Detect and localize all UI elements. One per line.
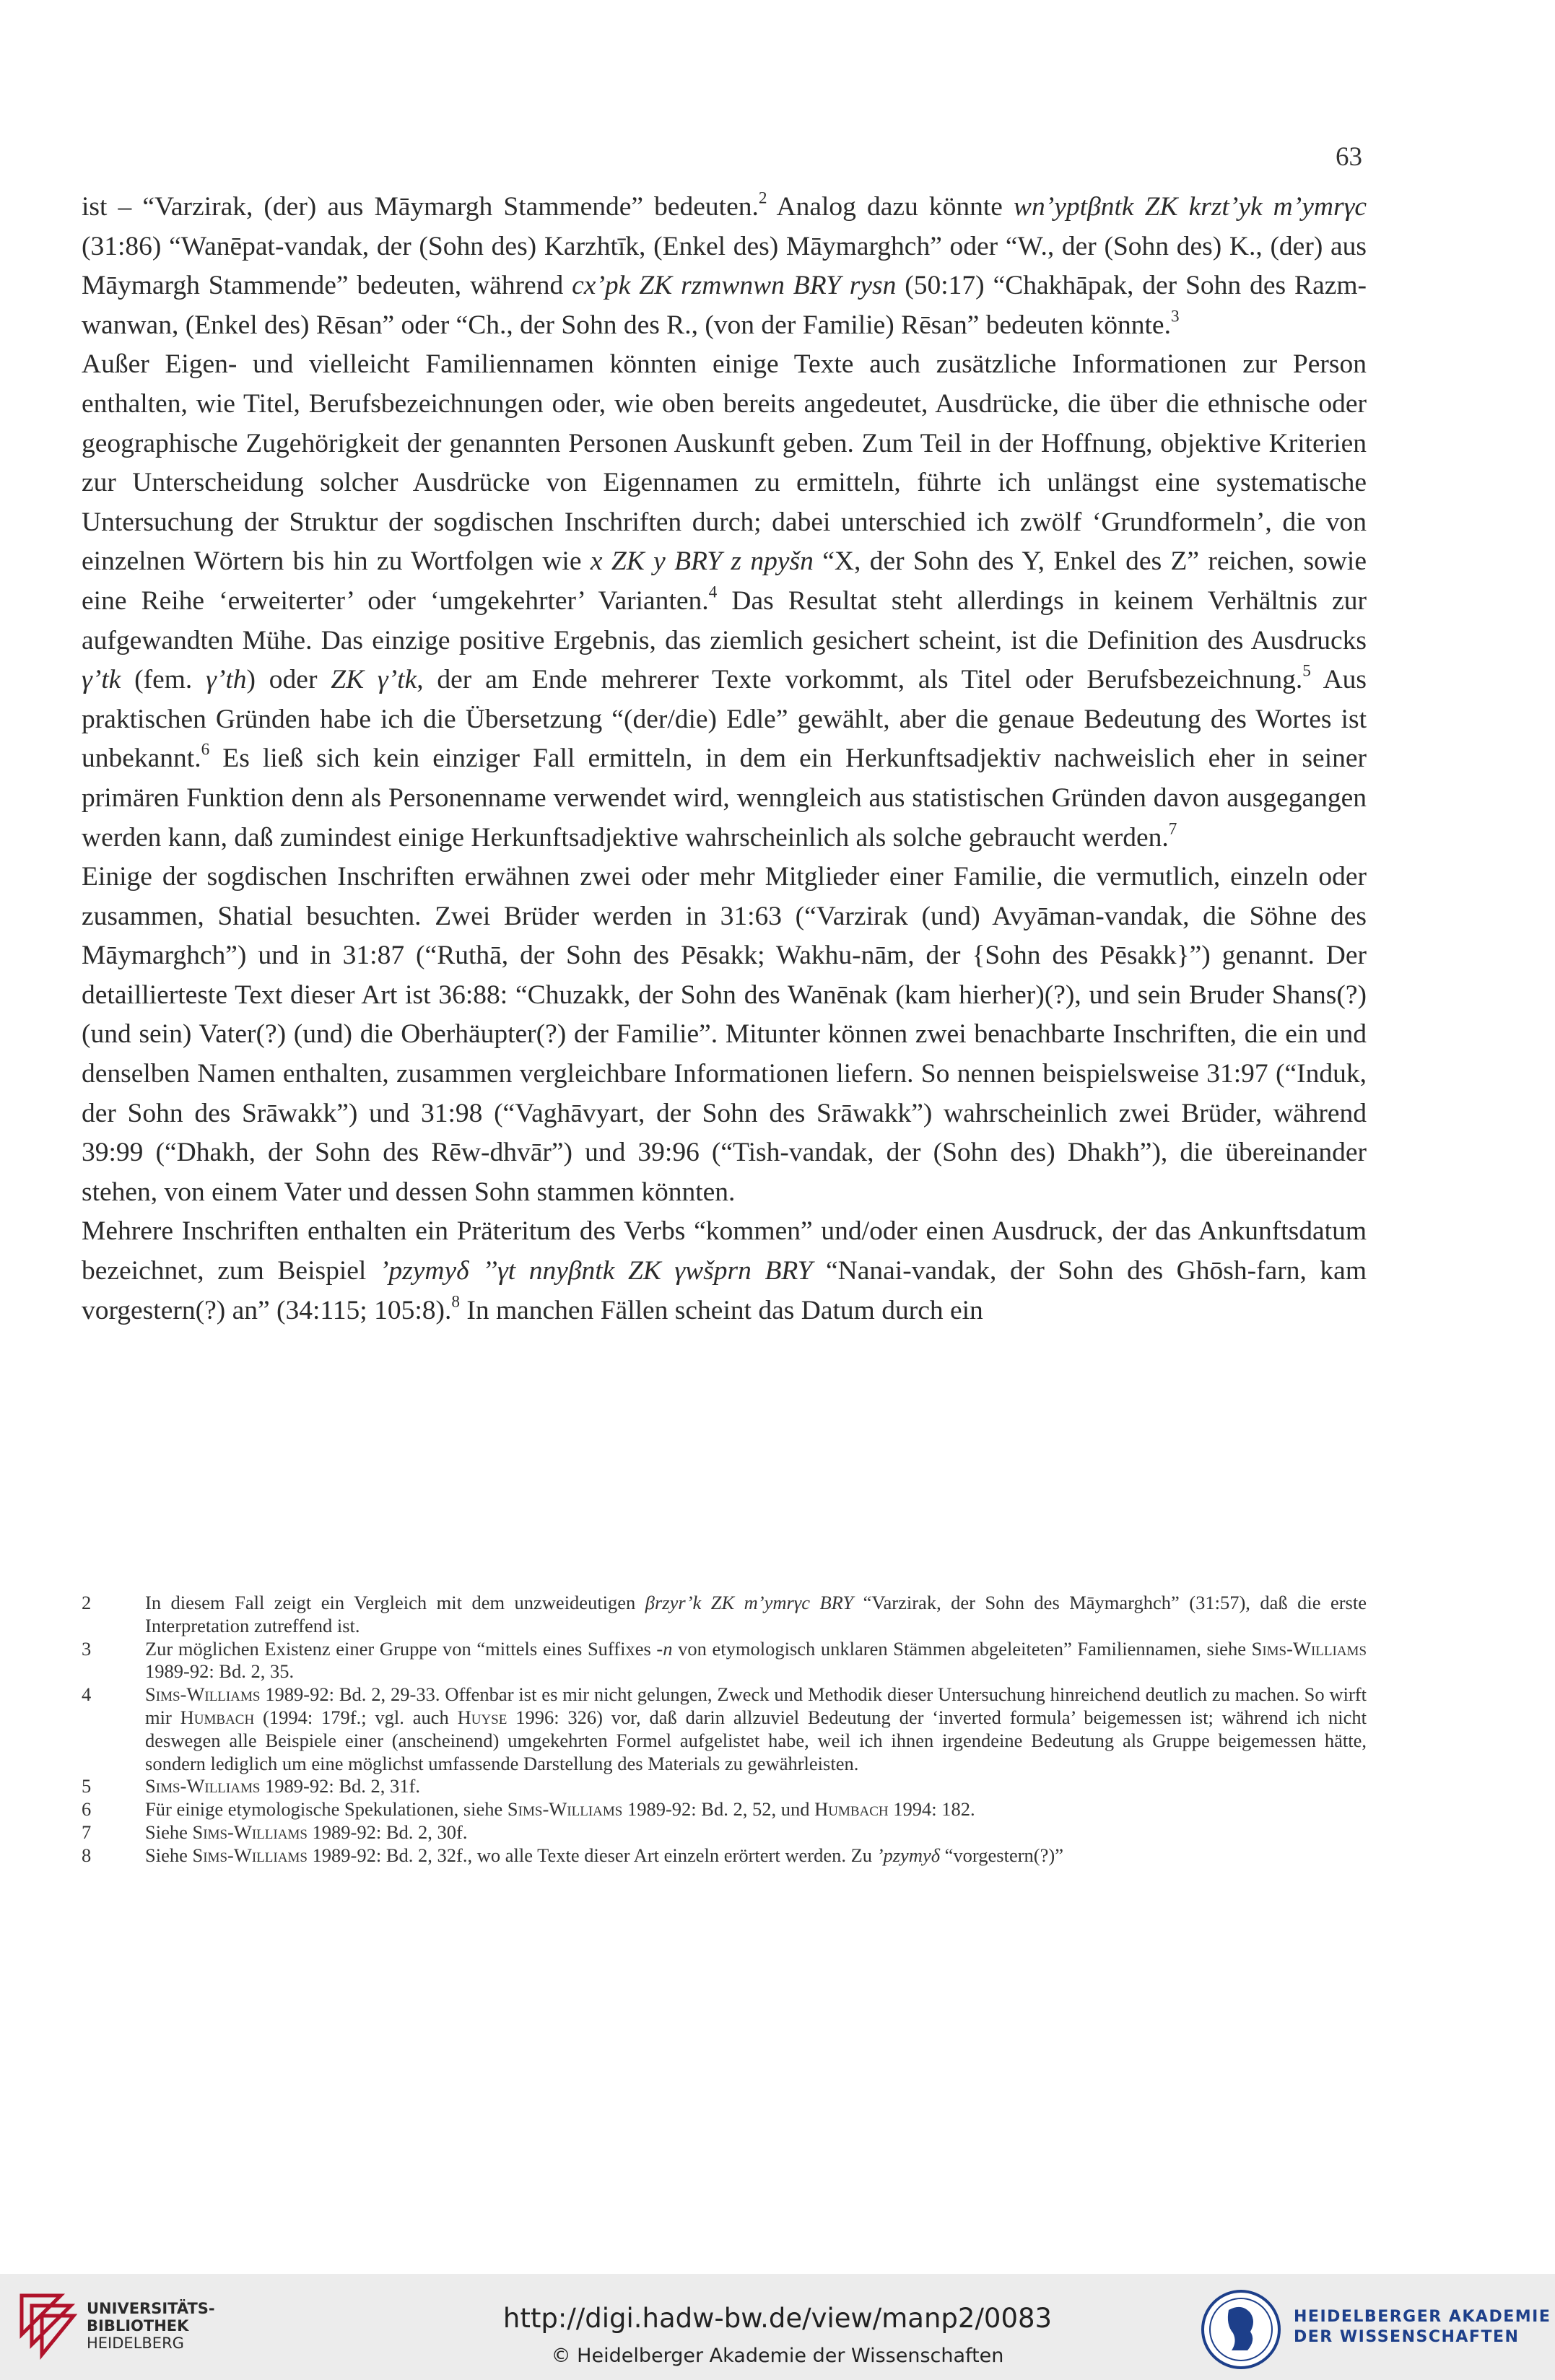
footnote-text (145, 1683, 1367, 1775)
text-run: 1989-92: Bd. 2, 30f. (307, 1821, 468, 1843)
text-run: In diesem Fall zeigt ein Vergleich mit dem unzweideutigen (145, 1592, 645, 1613)
footnote (82, 1798, 1367, 1821)
text-run: (fem. (121, 665, 206, 695)
text-run: Mehrere Inschriften enthalten ein Präteritum des Verbs “kommen” und/oder einen Ausdruck, der das Ankunftsdatum bezeichnet, zum Beispiel (82, 1216, 1367, 1286)
paragraph (82, 345, 1367, 858)
footnote-text (145, 1775, 1367, 1798)
text-run: “Nanai-vandak, der Sohn des Ghōsh-farn, kam vorgestern(?) an” (34:115; 105:8). (82, 1256, 1367, 1325)
author-citation: Sims-Williams (192, 1821, 308, 1843)
footnote-number: 2 (82, 1592, 92, 1613)
logo-text-line: HEIDELBERGER AKADEMIE (1294, 2308, 1551, 2326)
text-run: 1989-92: Bd. 2, 32f., wo alle Texte dieser Art einzeln erörtert werden. Zu (307, 1844, 877, 1866)
footer-bar (0, 2274, 1555, 2380)
italic-term: x ZK y BRY z npyšn (590, 546, 814, 577)
academy-seal-icon (1200, 2288, 1282, 2371)
text-run: Es ließ sich kein einziger Fall ermitteln, in dem ein Herkunftsadjektiv nachweislich eher in seiner primären Funktion denn als Personenname verwendet wird, wenngleich aus statistischen Gründen davon ausgegangen werden kann, daß zumindest einige Herkunftsadjektive wahrscheinlich als solche gebraucht werden. (82, 744, 1367, 853)
italic-term: cx’pk ZK rzmwnwn BRY rysn (572, 271, 897, 301)
text-run: Aus praktischen Gründen habe ich die Übersetzung “(der/die) Edle” gewählt, aber die genaue Bedeutung des Wortes ist unbekannt. (82, 665, 1367, 774)
italic-term: γ’th (206, 665, 247, 695)
footnote-reference: 7 (1168, 819, 1177, 839)
text-run: “vorgestern(?)” (940, 1844, 1063, 1866)
text-run: , der am Ende mehrerer Texte vorkommt, als Titel oder Berufsbezeichnung. (417, 665, 1303, 695)
text-run: 1989-92: Bd. 2, 31f. (260, 1775, 420, 1797)
text-run: von etymologisch unklaren Stämmen abgeleiteten” Familiennamen, siehe (672, 1637, 1252, 1660)
text-run: “X, der Sohn des Y, Enkel des Z” reichen, sowie eine Reihe ‘erweiterter’ oder ‘umgekehrter’ Varianten. (82, 546, 1367, 616)
author-citation: Sims-Williams (1251, 1637, 1367, 1660)
paragraph (82, 188, 1367, 345)
logo-text-line: BIBLIOTHEK (87, 2317, 189, 2335)
footnote-number: 6 (82, 1798, 92, 1821)
author-citation: Sims-Williams (145, 1775, 261, 1797)
author-citation: Humbach (814, 1798, 889, 1821)
italic-term: βrzyr’k ZK m’ymrγc BRY (645, 1592, 854, 1613)
text-run: ist – “Varzirak, (der) aus Māymargh Stammende” bedeuten. (82, 192, 759, 222)
logo-text-line: DER WISSENSCHAFTEN (1294, 2328, 1520, 2346)
footnote-reference: 5 (1302, 661, 1311, 681)
text-run: Analog dazu könnte (767, 192, 1014, 222)
text-run: “Varzirak, der Sohn des Māymarghch” (31:57), daß die erste Interpretation zutreffend ist. (145, 1592, 1367, 1636)
paragraph (82, 1212, 1367, 1330)
logo-text-line: HEIDELBERG (87, 2335, 184, 2352)
text-run: Außer Eigen- und vielleicht Familiennamen könnten einige Texte auch zusätzliche Informationen zur Person enthalten, wie Titel, Berufsbezeichnungen oder, wie oben bereits angedeutet, Ausdrücke, die über die ethnische oder geographische Zugehörigkeit der genannten Personen Auskunft geben. Zum Teil in der Hoffnung, objektive Kriterien zur Unterscheidung solcher Ausdrücke von Eigennamen zu ermitteln, führte ich unlängst eine systematische Untersuchung der Struktur der sogdischen Inschriften durch; dabei unterschied ich zwölf ‘Grundformeln’, die von einzelnen Wörtern bis hin zu Wortfolgen wie (82, 349, 1367, 577)
italic-term: wn’yptβntk ZK krzt’yk m’ymrγc (1014, 192, 1367, 222)
text-run: 1989-92: Bd. 2, 29-33. Offenbar ist es mir nicht gelungen, Zweck und Methodik dieser Untersuchung hinreichend deutlich zu machen. So wirft mir (145, 1683, 1367, 1728)
footnote (82, 1775, 1367, 1798)
text-run: (1994: 179f.; vgl. auch (254, 1706, 458, 1728)
italic-term: n (663, 1637, 673, 1660)
footnote (82, 1844, 1367, 1867)
footnote (82, 1821, 1367, 1844)
footnote-text (145, 1821, 1367, 1844)
footnote-text (145, 1798, 1367, 1821)
text-run: Einige der sogdischen Inschriften erwähnen zwei oder mehr Mitglieder einer Familie, die vermutlich, einzeln oder zusammen, Shatial besuchten. Zwei Brüder werden in 31:63 (“Varzirak (und) Avyāman-vandak, die Söhne des Māymarghch”) und in 31:87 (“Ruthā, der Sohn des Pēsakk; Wakhu-nām, der {Sohn des Pēsakk}”) genannt. Der detaillierteste Text dieser Art ist 36:88: “Chuzakk, der Sohn des Wanēnak (kam hierher)(?), und sein Bruder Shans(?) (und sein) Vater(?) (und) die Oberhäupter(?) der Familie”. Mitunter können zwei benachbarte Inschriften, die ein und denselben Namen enthalten, zusammen vergleichbare Informationen liefern. So nennen beispielsweise 31:97 (“Induk, der Sohn des Srāwakk”) und 31:98 (“Vaghāvyart, der Sohn des Srāwakk”) wahrscheinlich zwei Brüder, während 39:99 (“Dhakh, der Sohn des Rēw-dhvār”) und 39:96 (“Tish-vandak, der (Sohn des) Dhakh”), die übereinander stehen, von einem Vater und dessen Sohn stammen könnten. (82, 862, 1367, 1207)
footnote (82, 1592, 1367, 1638)
footnote-reference: 8 (451, 1292, 460, 1312)
text-run: In manchen Fällen scheint das Datum durch ein (459, 1295, 983, 1325)
paragraph (82, 858, 1367, 1212)
footnote-reference: 6 (201, 741, 210, 760)
author-citation: Sims-Williams (145, 1683, 261, 1706)
author-citation: Sims-Williams (192, 1844, 308, 1866)
footnote-number: 4 (82, 1683, 92, 1706)
footnote-reference: 4 (708, 583, 718, 602)
text-run: 1989-92: Bd. 2, 35. (145, 1660, 295, 1683)
footnote (82, 1683, 1367, 1775)
footnote-reference: 3 (1170, 307, 1180, 326)
page-number: 63 (1336, 142, 1362, 172)
text-run: ) oder (246, 665, 331, 695)
text-run: 1989-92: Bd. 2, 52, und (622, 1798, 815, 1821)
author-citation: Sims-Williams (507, 1798, 623, 1821)
italic-term: γ’tk (82, 665, 121, 695)
text-run: Siehe (145, 1821, 193, 1843)
footnote-number: 5 (82, 1775, 92, 1797)
author-citation: Huyse (457, 1706, 508, 1728)
footnote-number: 8 (82, 1844, 92, 1866)
footnote-text (145, 1592, 1367, 1638)
logo-text-line: UNIVERSITÄTS- (87, 2300, 215, 2317)
italic-term: ZK γ’tk (331, 665, 417, 695)
page-url-link[interactable]: http://digi.hadw-bw.de/view/manp2/0083 (502, 2303, 1053, 2334)
text-run: Zur möglichen Existenz einer Gruppe von “mittels eines Suffixes - (145, 1637, 663, 1660)
academy-label (1294, 2307, 1551, 2348)
copyright-notice: © Heidelberger Akademie der Wissenschaften (551, 2345, 1004, 2367)
italic-term: ’pzymyδ (876, 1844, 941, 1866)
text-run: Das Resultat steht allerdings in keinem Verhältnis zur aufgewandten Mühe. Das einzige positive Ergebnis, das ziemlich gesichert scheint, ist die Definition des Ausdrucks (82, 585, 1367, 655)
text-run: Für einige etymologische Spekulationen, siehe (145, 1798, 508, 1821)
text-run: (31:86) “Wanēpat-vandak, der (Sohn des) Karzhtīk, (Enkel des) Māymarghch” oder “W., der (Sohn des) K., (der) aus Māymargh Stammende” bedeuten, während (82, 231, 1367, 301)
footnotes (82, 1592, 1367, 1867)
footnote-number: 3 (82, 1637, 92, 1660)
footnote-text (145, 1844, 1367, 1867)
footnote-text (145, 1638, 1367, 1684)
text-run: Siehe (145, 1844, 193, 1866)
main-text (82, 188, 1367, 1330)
footnote-number: 7 (82, 1821, 92, 1843)
text-run: (50:17) “Chakhāpak, der Sohn des Razm-wanwan, (Enkel des) Rēsan” oder “Ch., der Sohn des R., (von der Familie) Rēsan” bedeuten könnte. (82, 271, 1367, 340)
footnote (82, 1638, 1367, 1684)
text-run: 1994: 182. (888, 1798, 975, 1821)
author-citation: Humbach (180, 1706, 255, 1728)
footnote-reference: 2 (758, 188, 767, 208)
italic-term: ’pzymyδ ’’γt nnyβntk ZK γwšprn BRY (379, 1256, 813, 1286)
text-run: 1996: 326) vor, daß darin allzuviel Bedeutung der ‘inverted formula’ beigemessen ist; während ich nicht deswegen alle Beispiele einer (anscheinend) umgekehrten Formel aufgelistet habe, weil ich ihnen irgendeine Bedeutung als Gruppe beigemessen hätte, sondern lediglich um eine möglichst umfassende Darstellung des Materials zu gewährleisten. (145, 1706, 1367, 1774)
